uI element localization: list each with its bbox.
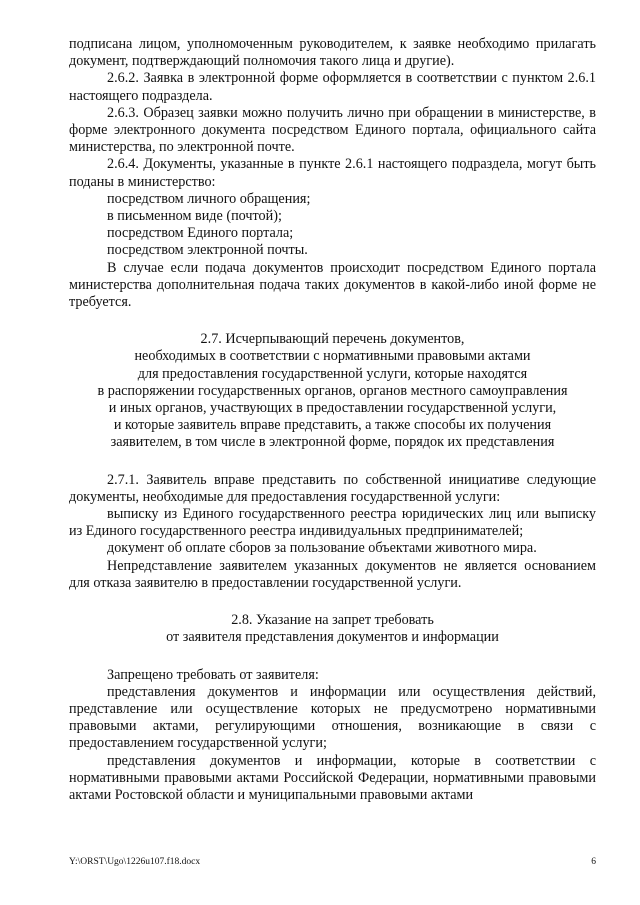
spacer xyxy=(69,647,596,667)
list-item: посредством личного обращения; xyxy=(107,190,311,207)
heading-line: заявителем, в том числе в электронной форме, порядок их представления xyxy=(110,434,555,451)
paragraph-nonsubmission: Непредставление заявителем указанных документов не является основанием для отказа заявителю в предоставлении государственной услуги. xyxy=(69,557,596,591)
paragraph-2-6-3: 2.6.3. Образец заявки можно получить лично при обращении в министерстве, в форме электронного документа посредством Единого портала, официального сайта министерства, по электронной почте. xyxy=(69,104,596,156)
paragraph-2-7-1: 2.7.1. Заявитель вправе представить по собственной инициативе следующие документы, необходимые для предоставления государственной услуги: xyxy=(69,471,596,505)
file-path: Y:\ORST\Ugo\1226u107.f18.docx xyxy=(69,857,201,867)
list-item: в письменном виде (почтой); xyxy=(107,208,282,225)
heading-2-7 xyxy=(69,331,596,451)
paragraph-prohibited-2: представления документов и информации, которые в соответствии с нормативными правовыми актами Российской Федерации, нормативными правовыми актами Ростовской области и муниципальными правовыми актами xyxy=(69,752,596,803)
heading-line: и иных органов, участвующих в предоставлении государственной услуги, xyxy=(108,400,557,417)
paragraph-prohibited-intro: Запрещено требовать от заявителя: xyxy=(107,666,319,683)
heading-line: в распоряжении государственных органов, органов местного самоуправления xyxy=(97,382,568,399)
page-number: 6 xyxy=(591,857,596,867)
heading-line: 2.7. Исчерпывающий перечень документов, xyxy=(200,331,465,348)
heading-line: 2.8. Указание на запрет требовать xyxy=(231,612,434,629)
spacer xyxy=(69,592,596,612)
heading-line: от заявителя представления документов и информации xyxy=(166,629,499,646)
spacer xyxy=(69,452,596,472)
heading-line: и которые заявитель вправе представить, а также способы их получения xyxy=(113,417,552,434)
page-footer xyxy=(69,856,596,868)
list-item: посредством Единого портала; xyxy=(107,225,294,242)
document-page xyxy=(69,36,596,804)
paragraph-extract: выписку из Единого государственного реестра юридических лиц или выписку из Единого государственного реестра индивидуальных предпринимателей; xyxy=(69,506,596,540)
paragraph-2-6-2: 2.6.2. Заявка в электронной форме оформляется в соответствии с пунктом 2.6.1 настоящего подраздела. xyxy=(69,70,596,104)
list-item: посредством электронной почты. xyxy=(107,242,308,259)
paragraph-continuation: подписана лицом, уполномоченным руководителем, к заявке необходимо прилагать документ, подтверждающий полномочия такого лица и другие). xyxy=(69,36,596,70)
paragraph-portal-note: В случае если подача документов происходит посредством Единого портала министерства дополнительная подача таких документов в какой-либо иной форме не требуется. xyxy=(69,259,596,311)
heading-line: для предоставления государственной услуги, которые находятся xyxy=(137,365,528,382)
paragraph-prohibited-1: представления документов и информации или осуществления действий, представление или осуществление которых не предусмотрено нормативными правовыми актами, регулирующими отношения, возникающие в связи с предоставлением государственной услуги; xyxy=(69,683,596,752)
heading-line: необходимых в соответствии с нормативными правовыми актами xyxy=(134,348,531,365)
paragraph-2-6-4: 2.6.4. Документы, указанные в пункте 2.6.1 настоящего подраздела, могут быть поданы в министерство: xyxy=(69,156,596,190)
spacer xyxy=(69,311,596,331)
paragraph-fee-document: документ об оплате сборов за пользование объектами животного мира. xyxy=(107,540,537,557)
heading-2-8 xyxy=(69,612,596,646)
